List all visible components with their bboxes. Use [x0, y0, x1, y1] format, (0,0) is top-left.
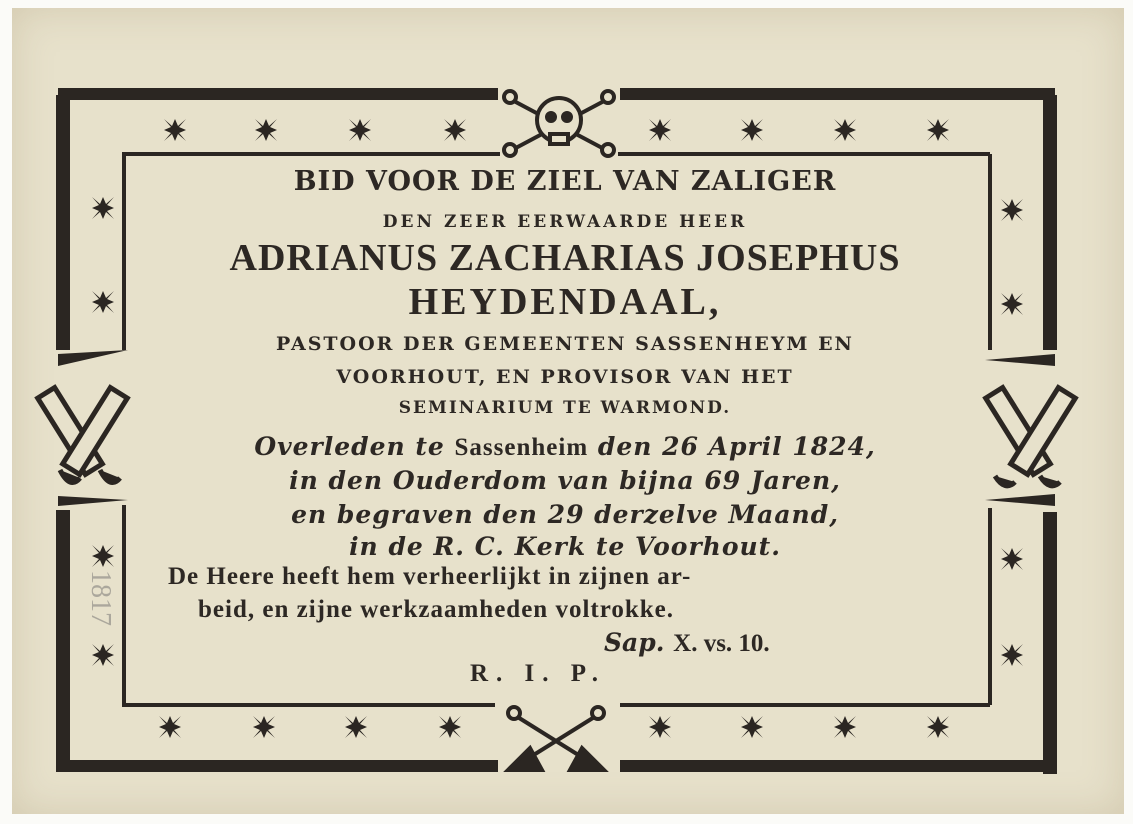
scripture-book: Sap. — [604, 628, 674, 657]
age-line: in den Ouderdom van bijna 69 Jaren, — [289, 466, 841, 495]
burial-line: en begraven den 29 derzelve Maand, — [291, 500, 839, 529]
given-names: ADRIANUS ZACHARIAS JOSEPHUS — [229, 237, 901, 279]
title-line-2: VOORHOUT, EN PROVISOR VAN HET — [336, 366, 794, 388]
death-place: Sassenheim — [454, 434, 589, 461]
scripture-line-1: De Heere heeft hem verheerlijkt in zijnen ar- — [168, 563, 692, 590]
subheading-honorific: DEN ZEER EERWAARDE HEER — [382, 212, 748, 232]
title-line-1: PASTOOR DER GEMEENTEN SASSENHEYM EN — [276, 333, 854, 355]
crossed-torches-icon — [986, 388, 1076, 486]
rip-text: R. I. P. — [470, 660, 607, 687]
scripture-reference — [604, 628, 864, 658]
archive-stamp: 1817 — [85, 570, 116, 626]
surname: HEYDENDAAL, — [408, 281, 722, 323]
skull-crossbones-icon — [504, 91, 614, 156]
church-line: in de R. C. Kerk te Voorhout. — [349, 532, 781, 561]
crossed-spades-icon — [508, 707, 604, 770]
death-line-prefix: Overleden te — [254, 432, 455, 461]
scripture-line-2: beid, en zijne werkzaamheden voltrokke. — [198, 596, 675, 623]
death-line — [150, 432, 980, 462]
heading-pray: BID VOOR DE ZIEL VAN ZALIGER — [293, 166, 837, 197]
crossed-torches-icon — [38, 388, 128, 483]
title-line-3: SEMINARIUM TE WARMOND. — [398, 398, 732, 418]
death-date: den 26 April 1824, — [588, 432, 876, 461]
scripture-verse: X. vs. 10. — [673, 630, 770, 657]
